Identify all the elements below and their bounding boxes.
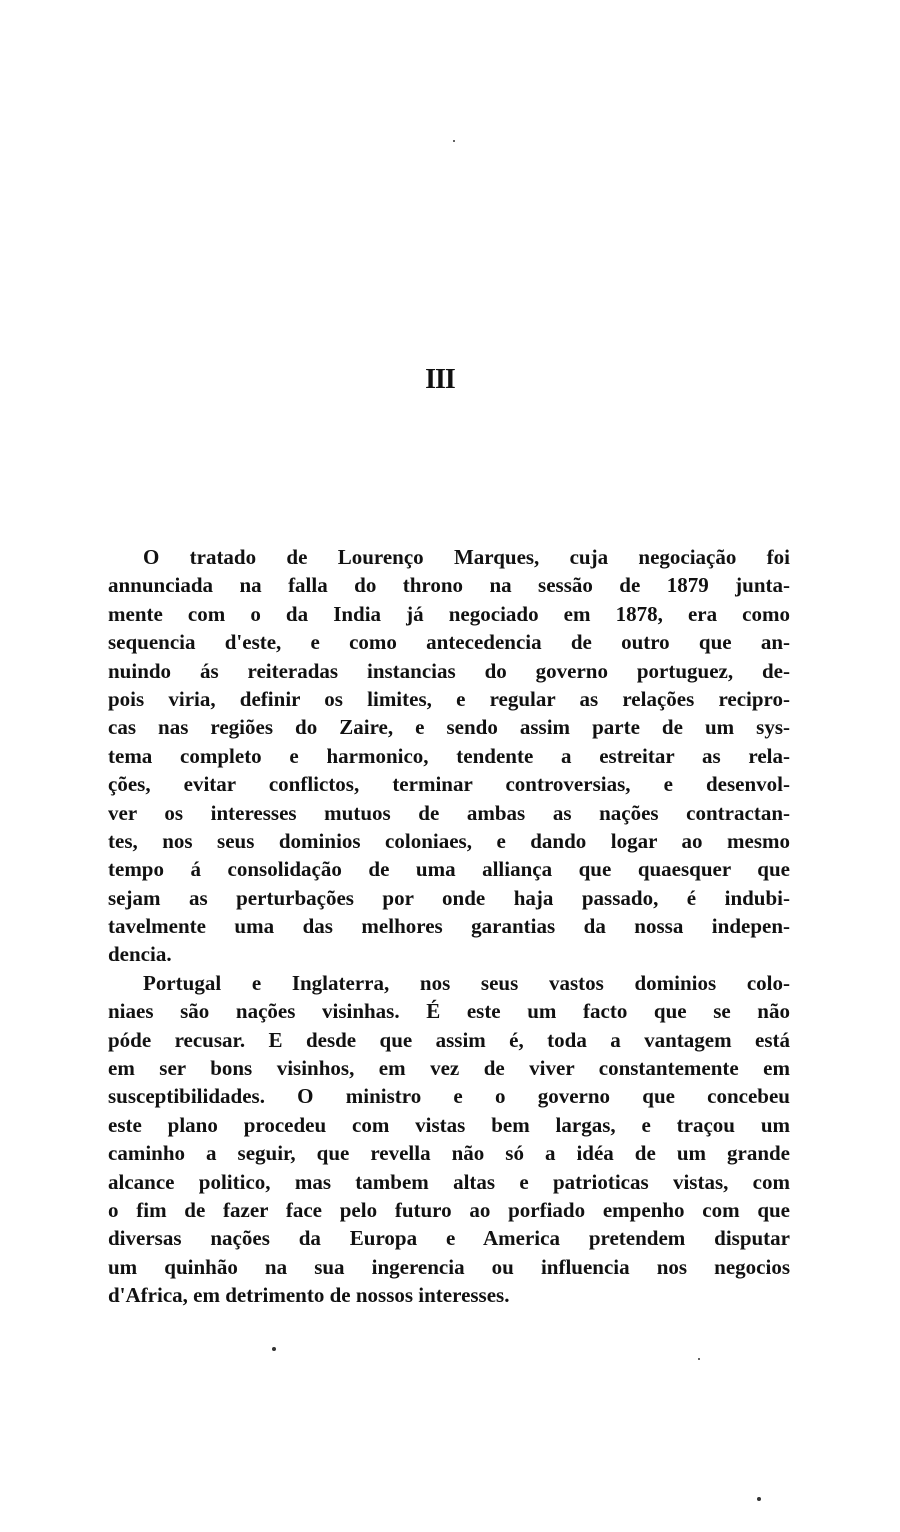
text-line: mente com o da India já negociado em 1878, era como bbox=[108, 601, 790, 626]
text-line: o fim de fazer face pelo futuro ao porfiado empenho com que bbox=[108, 1197, 790, 1222]
scan-speck bbox=[757, 1497, 761, 1501]
text-line: cas nas regiões do Zaire, e sendo assim parte de um sys- bbox=[108, 715, 790, 740]
text-line: annunciada na falla do throno na sessão de 1879 junta- bbox=[108, 573, 790, 598]
chapter-heading: III bbox=[425, 364, 455, 395]
text-line: este plano procedeu com vistas bem largas, e traçou um bbox=[108, 1112, 790, 1137]
text-line: nuindo ás reiteradas instancias do governo portuguez, de- bbox=[108, 658, 790, 683]
text-line: ções, evitar conflictos, terminar controversias, e desenvol- bbox=[108, 772, 790, 797]
text-line: sejam as perturbações por onde haja passado, é indubi- bbox=[108, 885, 790, 910]
text-line: niaes são nações visinhas. É este um facto que se não bbox=[108, 999, 790, 1024]
paragraph-1 bbox=[108, 543, 790, 969]
text-line: tavelmente uma das melhores garantias da nossa indepen- bbox=[108, 914, 790, 939]
scan-speck bbox=[453, 140, 455, 142]
paragraph-2 bbox=[108, 969, 790, 1310]
text-line: tema completo e harmonico, tendente a estreitar as rela- bbox=[108, 743, 790, 768]
text-line: diversas nações da Europa e America pretendem disputar bbox=[108, 1226, 790, 1251]
text-line: tes, nos seus dominios coloniaes, e dando logar ao mesmo bbox=[108, 828, 790, 853]
text-line: pois viria, definir os limites, e regular as relações recipro- bbox=[108, 686, 790, 711]
text-line: caminho a seguir, que revella não só a idéa de um grande bbox=[108, 1141, 790, 1166]
text-line: O tratado de Lourenço Marques, cuja negociação foi bbox=[143, 545, 790, 569]
body-text bbox=[108, 543, 790, 1310]
text-line: susceptibilidades. O ministro e o governo que concebeu bbox=[108, 1084, 790, 1109]
scan-speck bbox=[272, 1347, 276, 1351]
text-line: tempo á consolidação de uma alliança que quaesquer que bbox=[108, 857, 790, 882]
text-line: Portugal e Inglaterra, nos seus vastos dominios colo- bbox=[143, 970, 790, 995]
scan-speck bbox=[698, 1358, 700, 1360]
text-line: póde recusar. E desde que assim é, toda a vantagem está bbox=[108, 1027, 790, 1052]
text-line: d'Africa, em detrimento de nossos interesses. bbox=[108, 1283, 510, 1308]
text-line: ver os interesses mutuos de ambas as nações contractan- bbox=[108, 800, 790, 825]
text-line: um quinhão na sua ingerencia ou influencia nos negocios bbox=[108, 1254, 790, 1279]
text-line: em ser bons visinhos, em vez de viver constantemente em bbox=[108, 1056, 790, 1081]
text-line: alcance politico, mas tambem altas e patrioticas vistas, com bbox=[108, 1169, 790, 1194]
text-line: sequencia d'este, e como antecedencia de outro que an- bbox=[108, 630, 790, 655]
text-line: dencia. bbox=[108, 942, 172, 967]
